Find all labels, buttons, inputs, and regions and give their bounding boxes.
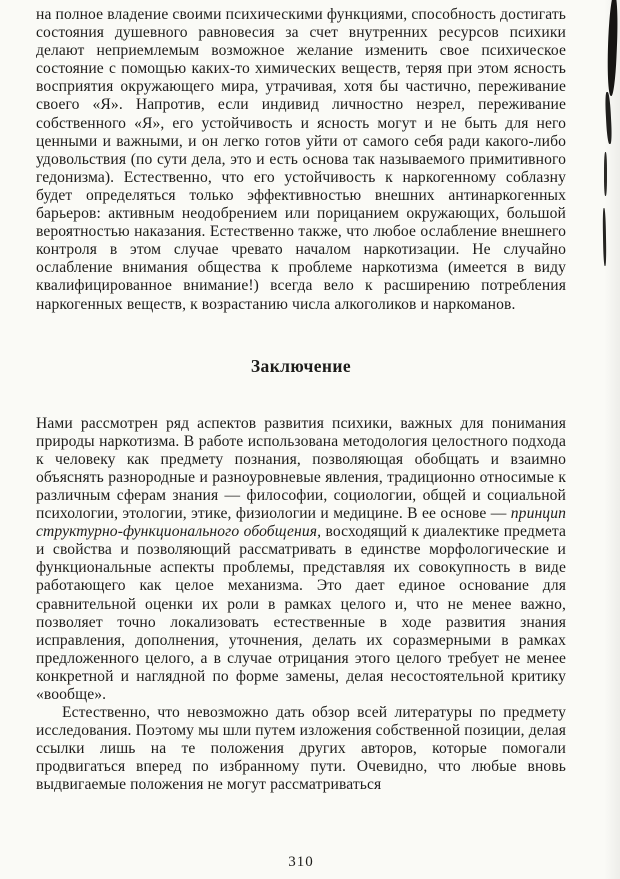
conclusion-text-after-italic: восходящий к диалектике предмета и свойства и позволяющий рассматривать в единстве морфологические и функциональные аспекты проблемы, представляя их совокупность в виде работающего как целое механизма. Это дает единое основание для сравнительной оценки их роли в рамках целого и, что не менее важно, позволяет точно локализовать естественные в ходе развития знания исправления, дополнения, уточнения, делать их соразмерными в рамках предложенного целого, а в случае отрицания этого целого требует не менее конкретной и наглядной по форме замены, делая несостоятельной критику «вообще».	[36, 523, 566, 703]
continuation-paragraph: на полное владение своими психическими функциями, способность достигать состояния душевного равновесия за счет внутренних ресурсов психики делают неприемлемым возможное желание изменить свое психическое состояние с помощью каких-то химических веществ, теряя при этом ясность восприятия окружающего мира, утрачивая, хотя бы частично, переживание своего «Я». Напротив, если индивид личностно незрел, переживание собственного «Я», его устойчивость и ясность могут и не быть для него ценными и важными, и он легко готов уйти от самого себя ради какого-либо удовольствия (по сути дела, это и есть основа так называемого примитивного гедонизма). Естественно, что его устойчивость к наркогенному соблазну будет определяться только эффективностью внешних антинаркогенных барьеров: активным неодобрением или порицанием окружающих, большой вероятностью наказания. Естественно также, что любое ослабление внешнего контроля в этом случае чревато началом наркотизации. Не случайно ослабление внимания общества к проблеме наркотизма (имеется в виду квалифицированное внимание!) всегда вело к расширению потребления наркогенных веществ, к возрастанию числа алкоголиков и наркоманов.	[36, 6, 566, 313]
scan-ink-artifact	[606, 0, 619, 96]
section-heading: Заключение	[250, 355, 352, 376]
page-number: 310	[288, 854, 314, 870]
italic-term: принцип структурно-функционального обобщения,	[36, 505, 566, 541]
page-edge-shadow	[604, 0, 620, 879]
scan-ink-artifact	[604, 152, 607, 196]
scan-ink-artifact	[602, 208, 606, 266]
final-paragraph: Естественно, что невозможно дать обзор всей литературы по предмету исследования. Поэтому мы шли путем изложения собственной позиции, делая ссылки лишь на те положения других авторов, которые помогали продвигаться вперед по избранному пути. Очевидно, что любые вновь выдвигаемые положения не могут рассматриваться	[36, 704, 566, 794]
conclusion-text-before-italic: Нами рассмотрен ряд аспектов развития психики, важных для понимания природы наркотизма. В работе использована методология целостного подхода к человеку как предмету познания, позволяющая обобщать и взаимно объяснять разнородные и разноуровневые явления, традиционно относимые к различным сферам знания — философии, социологии, общей и социальной психологии, этологии, этике, физиологии и медицине. В ее основе —	[36, 414, 566, 523]
scan-ink-artifact	[605, 92, 613, 144]
conclusion-paragraph	[36, 415, 566, 705]
